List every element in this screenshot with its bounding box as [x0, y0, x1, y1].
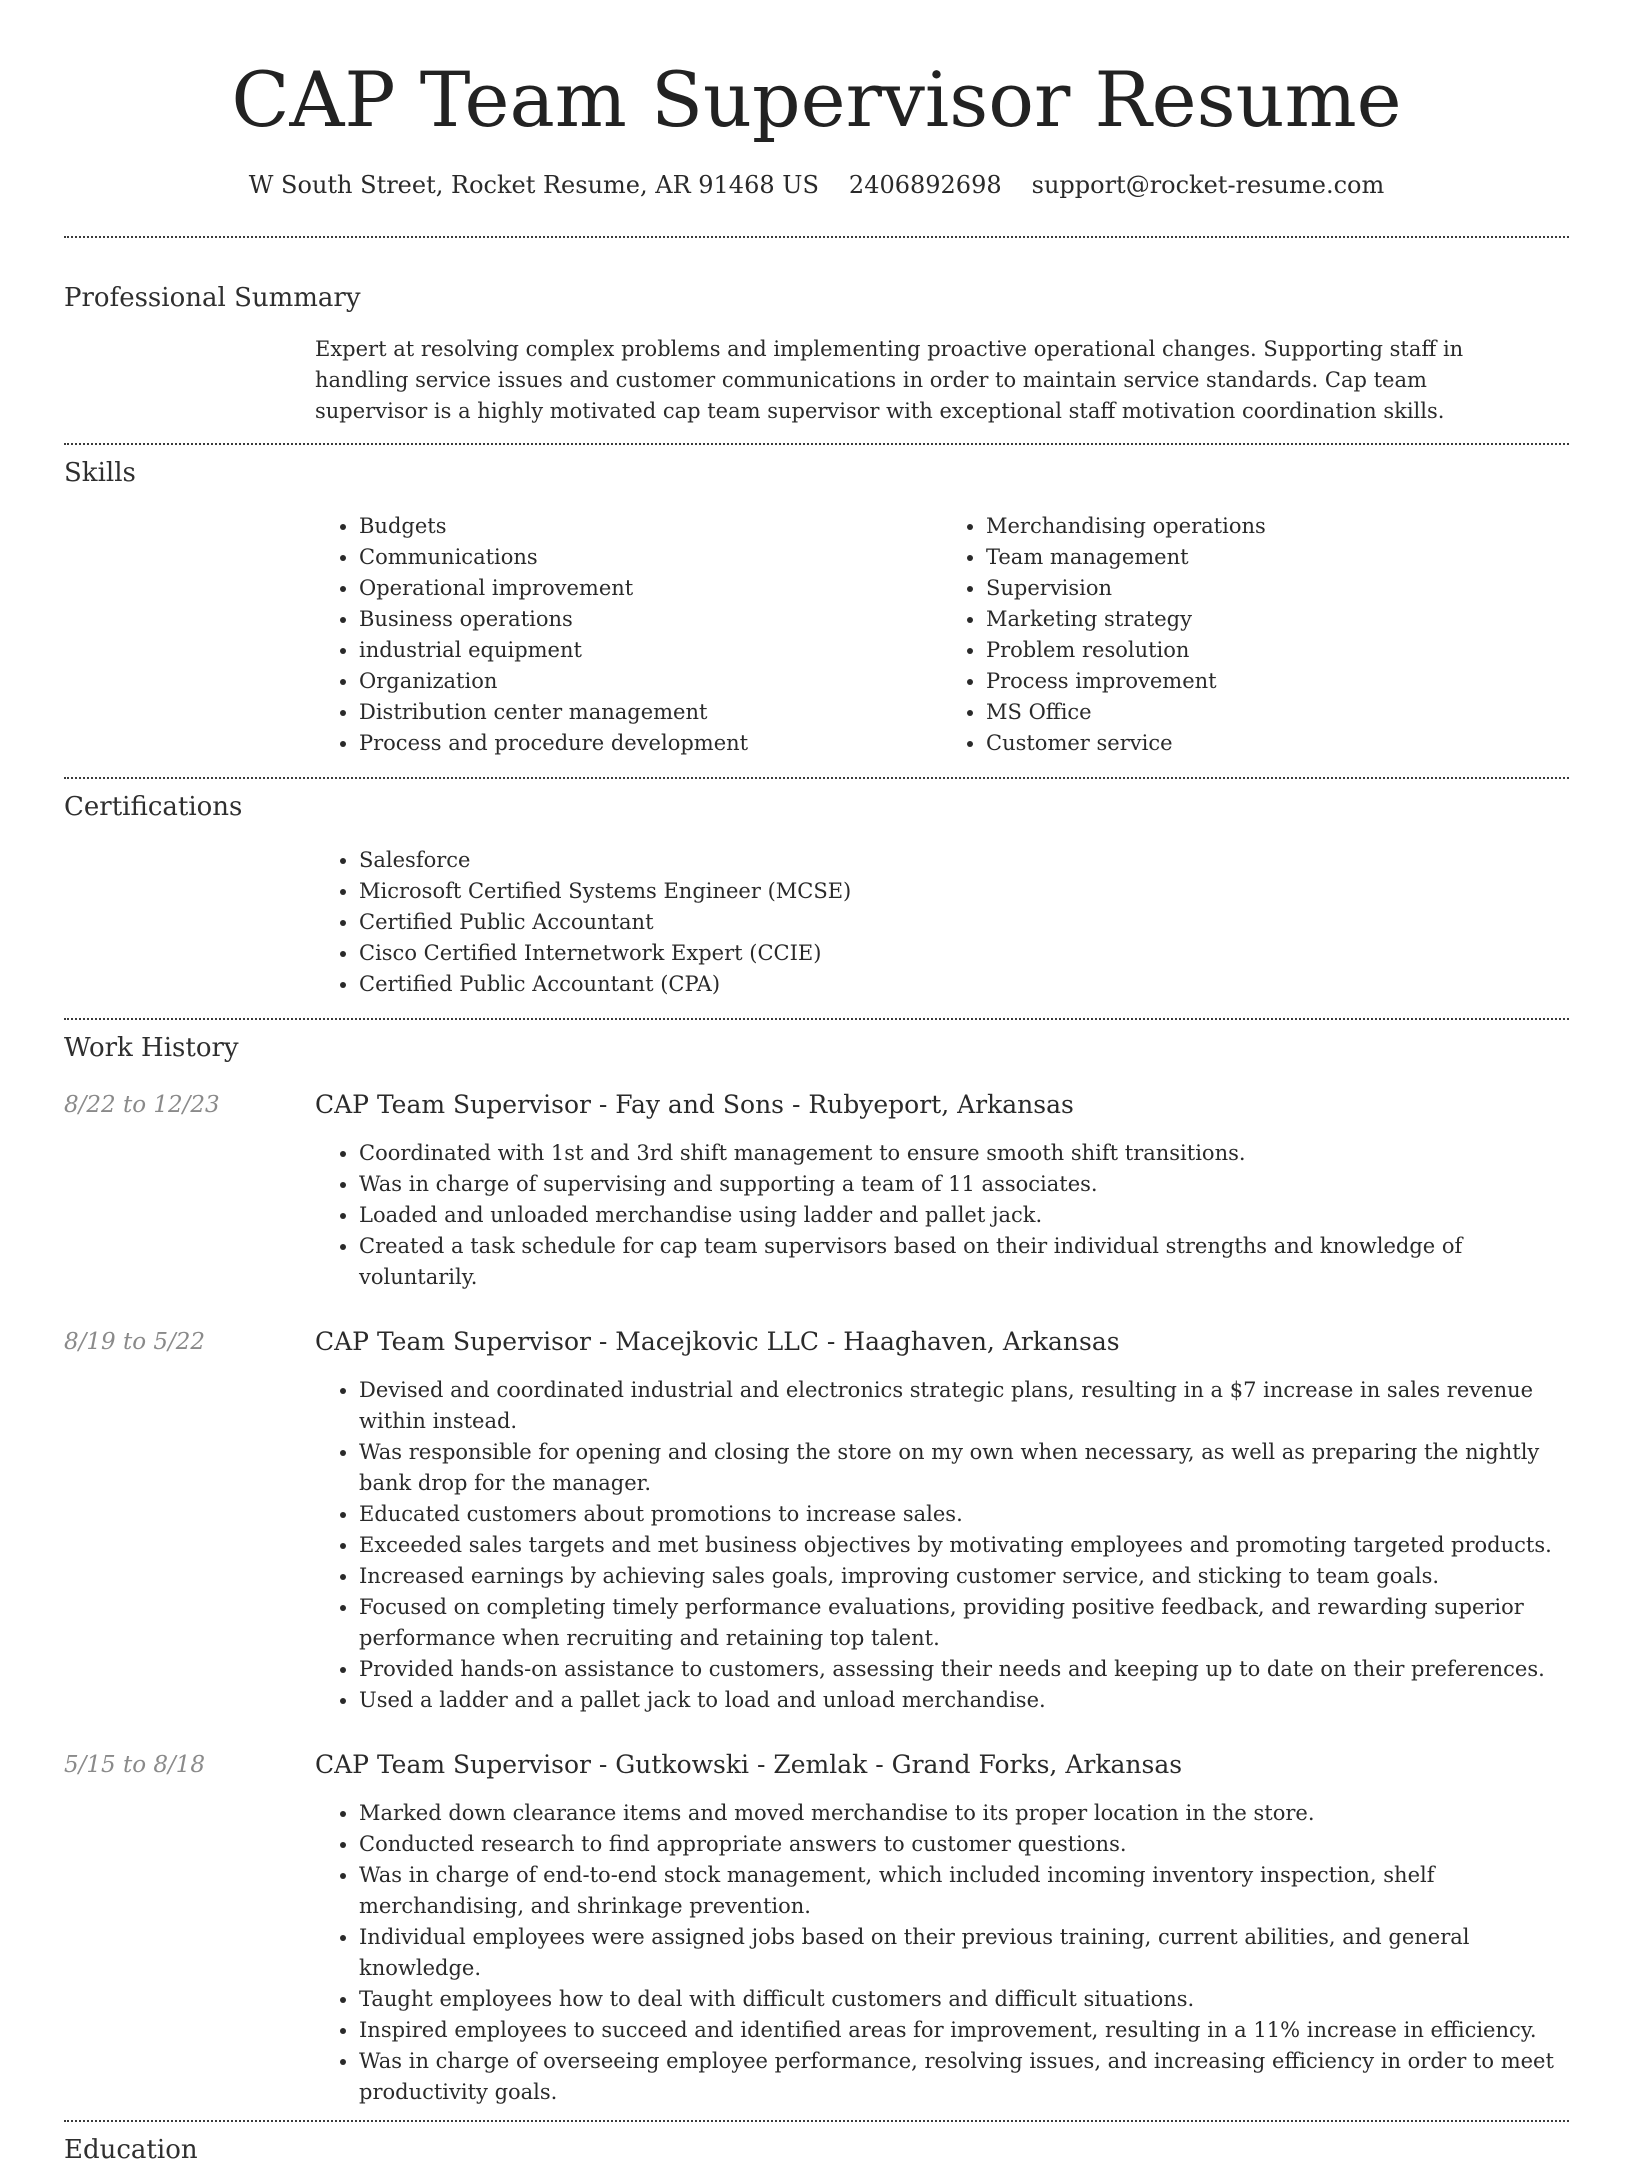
summary-text: Expert at resolving complex problems and implementing proactive operational changes. Supporting staff in handling service issues and customer communications in order to maintain service standards. Cap team supervisor is a highly motivated cap team supervisor with exceptional staff motivation coordination skills.: [315, 337, 1464, 423]
skills-list-left: [315, 511, 942, 759]
summary-heading: Professional Summary: [64, 283, 361, 313]
address: W South Street, Rocket Resume, AR 91468 US: [248, 171, 819, 199]
skill-item: • Marketing strategy: [986, 604, 1569, 635]
job-bullet: • Conducted research to find appropriate answers to customer questions.: [359, 1829, 1569, 1860]
job-bullet: • Was in charge of overseeing employee performance, resolving issues, and increasing efficiency in order to meet productivity goals.: [359, 2046, 1569, 2108]
certifications-section: [64, 791, 1569, 1000]
job-dates: 8/22 to 12/23: [64, 1092, 220, 1118]
job-body: [315, 1090, 1569, 1293]
divider: [64, 236, 1569, 238]
skill-item: • industrial equipment: [359, 635, 942, 666]
job-bullet: • Created a task schedule for cap team supervisors based on their individual strengths and knowledge of voluntarily.: [359, 1231, 1569, 1293]
certification-item: • Cisco Certified Internetwork Expert (CCIE): [359, 938, 1569, 969]
contact-line: [64, 170, 1569, 200]
skill-item: • Distribution center management: [359, 697, 942, 728]
skill-item: • Business operations: [359, 604, 942, 635]
job-bullets: [315, 1375, 1569, 1716]
job-body: [315, 1750, 1569, 2108]
job-bullet: • Marked down clearance items and moved merchandise to its proper location in the store.: [359, 1798, 1569, 1829]
certification-item: • Microsoft Certified Systems Engineer (MCSE): [359, 876, 1569, 907]
skills-heading: Skills: [64, 458, 136, 488]
skill-item: • Operational improvement: [359, 573, 942, 604]
certifications-heading: Certifications: [64, 792, 243, 822]
certification-item: • Salesforce: [359, 845, 1569, 876]
job-bullets: [315, 1138, 1569, 1293]
job-body: [315, 1327, 1569, 1716]
job-bullet: • Devised and coordinated industrial and electronics strategic plans, resulting in a $7 increase in sales revenue within instead.: [359, 1375, 1569, 1437]
skill-item: • Organization: [359, 666, 942, 697]
skill-item: • Customer service: [986, 728, 1569, 759]
skill-item: • Merchandising operations: [986, 511, 1569, 542]
job-bullet: • Loaded and unloaded merchandise using ladder and pallet jack.: [359, 1200, 1569, 1231]
job-bullet: • Taught employees how to deal with difficult customers and difficult situations.: [359, 1984, 1569, 2015]
skill-item: • Communications: [359, 542, 942, 573]
divider: [64, 777, 1569, 779]
divider: [64, 2120, 1569, 2122]
job-bullet: • Provided hands-on assistance to customers, assessing their needs and keeping up to date on their preferences.: [359, 1654, 1569, 1685]
job-bullet: • Used a ladder and a pallet jack to load and unload merchandise.: [359, 1685, 1569, 1716]
job-bullet: • Inspired employees to succeed and identified areas for improvement, resulting in a 11% increase in efficiency.: [359, 2015, 1569, 2046]
job-entry: [64, 1090, 1569, 1293]
job-bullet: • Educated customers about promotions to increase sales.: [359, 1499, 1569, 1530]
job-bullet: • Was in charge of supervising and supporting a team of 11 associates.: [359, 1169, 1569, 1200]
certification-item: • Certified Public Accountant: [359, 907, 1569, 938]
job-bullet: • Increased earnings by achieving sales goals, improving customer service, and sticking to team goals.: [359, 1561, 1569, 1592]
job-bullet: • Individual employees were assigned jobs based on their previous training, current abilities, and general knowledge.: [359, 1922, 1569, 1984]
skill-item: • Process improvement: [986, 666, 1569, 697]
divider: [64, 1018, 1569, 1020]
certifications-list: [315, 845, 1569, 1000]
job-title: CAP Team Supervisor - Gutkowski - Zemlak - Grand Forks, Arkansas: [315, 1750, 1183, 1779]
email: support@rocket-resume.com: [1031, 171, 1385, 199]
skills-columns: [315, 511, 1569, 759]
job-bullet: • Coordinated with 1st and 3rd shift management to ensure smooth shift transitions.: [359, 1138, 1569, 1169]
work-history-heading: Work History: [64, 1033, 239, 1063]
work-history-section: [64, 1032, 1569, 2108]
skill-item: • Team management: [986, 542, 1569, 573]
summary-section: [64, 282, 1569, 427]
resume-title: CAP Team Supervisor Resume: [231, 55, 1402, 144]
job-bullet: • Exceeded sales targets and met business objectives by motivating employees and promoting targeted products.: [359, 1530, 1569, 1561]
skill-item: • Supervision: [986, 573, 1569, 604]
certification-item: • Certified Public Accountant (CPA): [359, 969, 1569, 1000]
job-bullet: • Was in charge of end-to-end stock management, which included incoming inventory inspection, shelf merchandising, and shrinkage prevention.: [359, 1860, 1569, 1922]
job-entry: [64, 1750, 1569, 2108]
education-heading: Education: [64, 2135, 198, 2165]
phone: 2406892698: [848, 171, 1002, 199]
divider: [64, 443, 1569, 445]
job-bullets: [315, 1798, 1569, 2108]
job-dates: 8/19 to 5/22: [64, 1329, 206, 1355]
skill-item: • Budgets: [359, 511, 942, 542]
resume-page: [64, 0, 1569, 2166]
skill-item: • Process and procedure development: [359, 728, 942, 759]
job-entry: [64, 1327, 1569, 1716]
education-section: [64, 2134, 1569, 2166]
certifications-content: [315, 845, 1569, 1000]
skill-item: • Problem resolution: [986, 635, 1569, 666]
job-bullet: • Focused on completing timely performance evaluations, providing positive feedback, and rewarding superior performance when recruiting and retaining top talent.: [359, 1592, 1569, 1654]
skills-list-right: [942, 511, 1569, 759]
job-title: CAP Team Supervisor - Macejkovic LLC - Haaghaven, Arkansas: [315, 1327, 1120, 1356]
skill-item: • MS Office: [986, 697, 1569, 728]
skills-section: [64, 457, 1569, 759]
job-dates: 5/15 to 8/18: [64, 1752, 206, 1778]
job-bullet: • Was responsible for opening and closing the store on my own when necessary, as well as preparing the nightly bank drop for the manager.: [359, 1437, 1569, 1499]
job-title: CAP Team Supervisor - Fay and Sons - Rubyeport, Arkansas: [315, 1090, 1074, 1119]
